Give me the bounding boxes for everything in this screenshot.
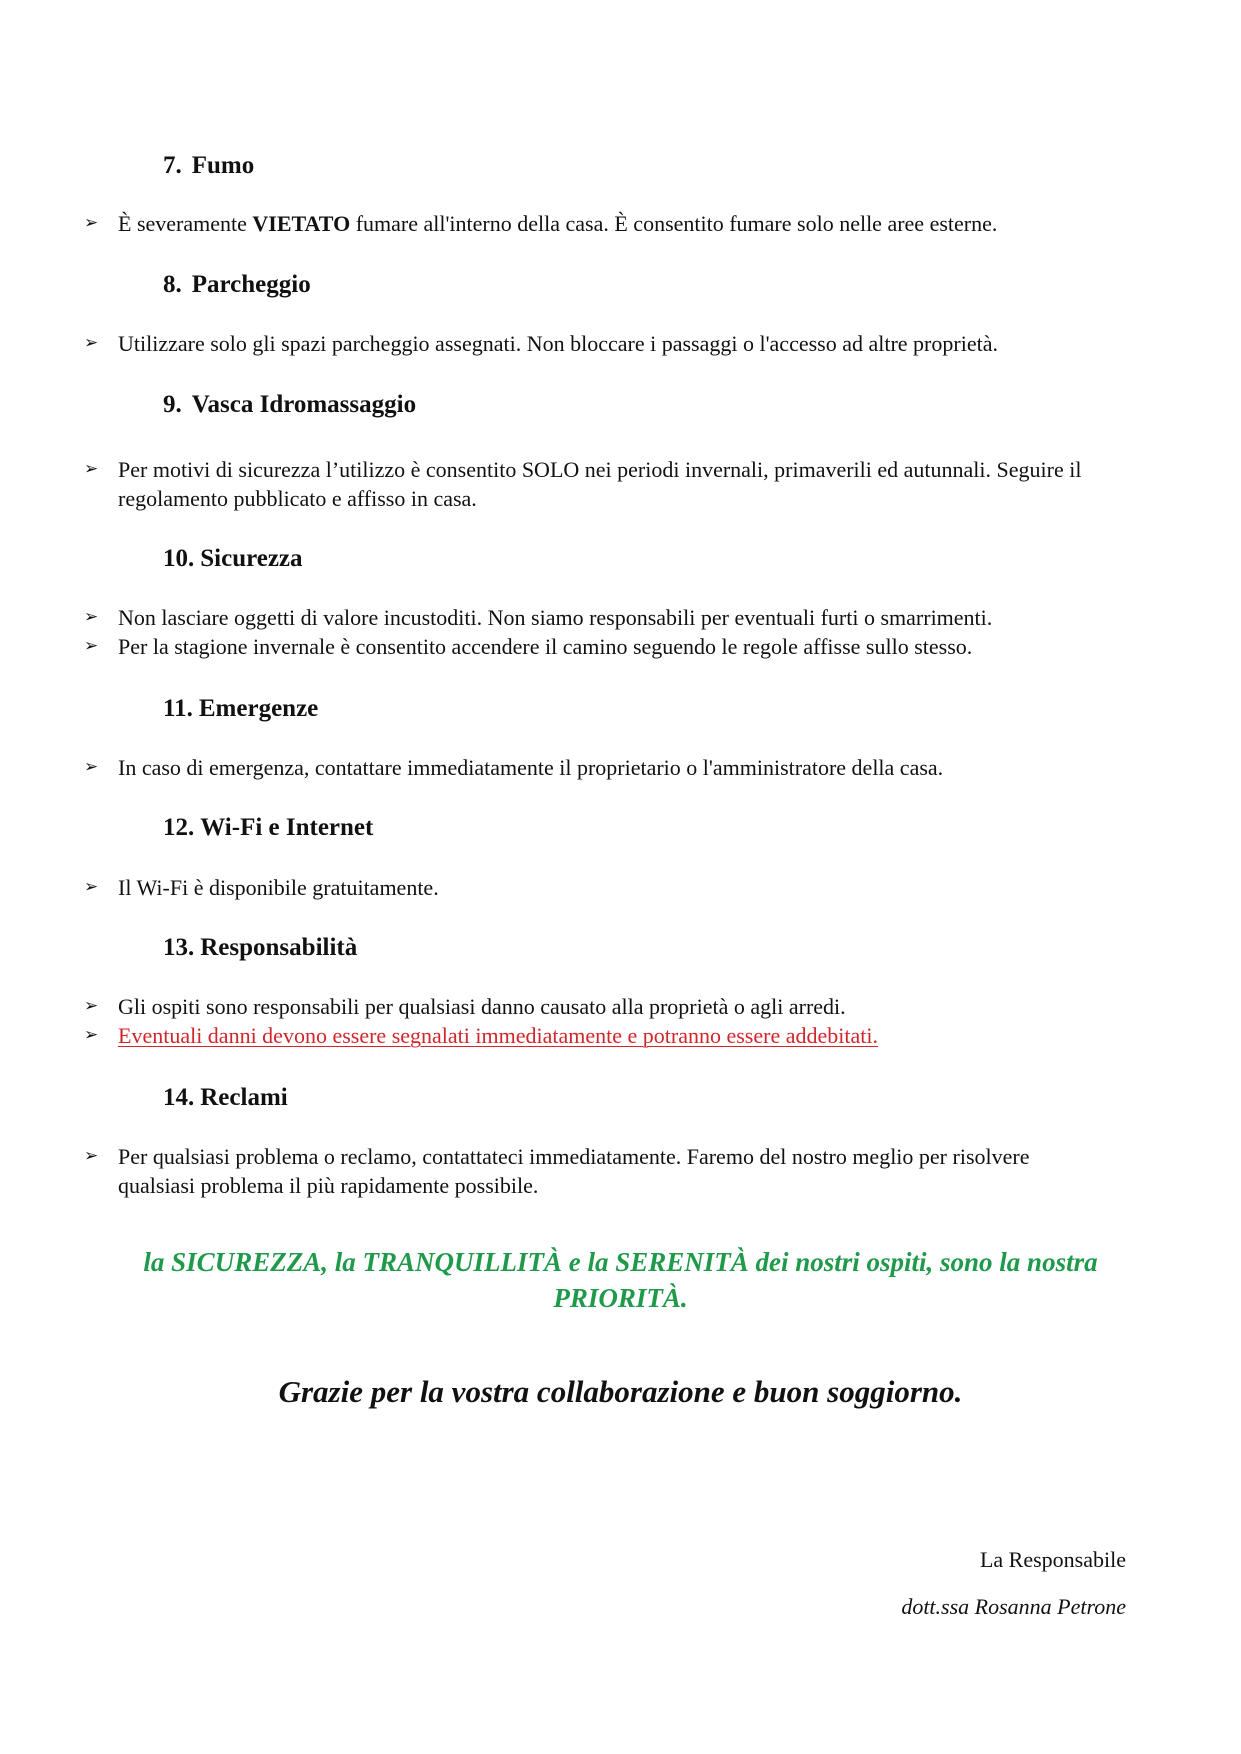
section-number: 11. [163, 695, 193, 722]
list-item-text: Utilizzare solo gli spazi parcheggio assegnati. Non bloccare i passaggi o l'accesso ad altre proprietà. [118, 331, 998, 356]
arrow-bullet-icon: ➢ [84, 636, 99, 656]
signature-role: La Responsabile [979, 1547, 1126, 1572]
list-item-text: Il Wi-Fi è disponibile gratuitamente. [118, 875, 439, 900]
list-item-text [118, 209, 1148, 238]
section-heading [163, 390, 416, 420]
damage-warning-text: Eventuali danni devono essere segnalati immediatamente e potranno essere addebitati. [118, 1023, 878, 1048]
section-number: 13. [163, 934, 195, 961]
motto-text: la SICUREZZA, la TRANQUILLITÀ e la SERENITÀ dei nostri ospiti, sono la nostra PRIORITÀ. [143, 1247, 1098, 1313]
emphasis-text: VIETATO [252, 211, 351, 236]
section-title: Fumo [191, 152, 255, 179]
section-heading [163, 151, 254, 181]
section-title: Parcheggio [191, 271, 311, 298]
list-item-text: Gli ospiti sono responsabili per qualsiasi danno causato alla proprietà o agli arredi. [118, 994, 846, 1019]
closing-thanks: Grazie per la vostra collaborazione e buon soggiorno. [278, 1374, 963, 1409]
section-title: Sicurezza [200, 545, 303, 572]
section-heading [163, 544, 303, 574]
arrow-bullet-icon: ➢ [84, 877, 99, 897]
arrow-bullet-icon: ➢ [84, 1146, 99, 1166]
section-number: 12. [163, 814, 195, 841]
section-heading [163, 813, 373, 843]
section-number: 10. [163, 545, 195, 572]
arrow-bullet-icon: ➢ [84, 333, 99, 353]
list-item-text: Non lasciare oggetti di valore incustoditi. Non siamo responsabili per eventuali furti o smarrimenti. [118, 605, 993, 630]
section-title: Reclami [200, 1084, 288, 1111]
section-title: Vasca Idromassaggio [191, 391, 417, 418]
section-title: Responsabilità [200, 934, 358, 961]
arrow-bullet-icon: ➢ [84, 1025, 99, 1045]
section-heading [163, 1083, 288, 1113]
arrow-bullet-icon: ➢ [84, 459, 99, 479]
list-item-text: Per qualsiasi problema o reclamo, contattateci immediatamente. Faremo del nostro meglio per risolvere qualsiasi problema il più rapidamente possibile. [118, 1144, 1030, 1198]
section-heading [163, 933, 357, 963]
section-number: 9. [163, 391, 182, 418]
section-number: 14. [163, 1084, 195, 1111]
list-item-text: Per motivi di sicurezza l’utilizzo è consentito SOLO nei periodi invernali, primaverili ed autunnali. Seguire il regolamento pubblicato e affisso in casa. [118, 457, 1082, 511]
arrow-bullet-icon: ➢ [84, 213, 99, 233]
text-run: È severamente [118, 211, 253, 236]
section-number: 8. [163, 271, 182, 298]
section-number: 7. [163, 152, 182, 179]
list-item-text: Per la stagione invernale è consentito accendere il camino seguendo le regole affisse sullo stesso. [118, 634, 973, 659]
section-heading [163, 694, 318, 724]
signature-name: dott.ssa Rosanna Petrone [901, 1594, 1126, 1619]
list-item-text: In caso di emergenza, contattare immediatamente il proprietario o l'amministratore della casa. [118, 755, 944, 780]
text-run: fumare all'interno della casa. È consentito fumare solo nelle aree esterne. [350, 211, 998, 236]
arrow-bullet-icon: ➢ [84, 757, 99, 777]
section-title: Wi-Fi e Internet [200, 814, 374, 841]
section-heading [163, 270, 311, 300]
section-title: Emergenze [198, 695, 319, 722]
arrow-bullet-icon: ➢ [84, 996, 99, 1016]
arrow-bullet-icon: ➢ [84, 607, 99, 627]
